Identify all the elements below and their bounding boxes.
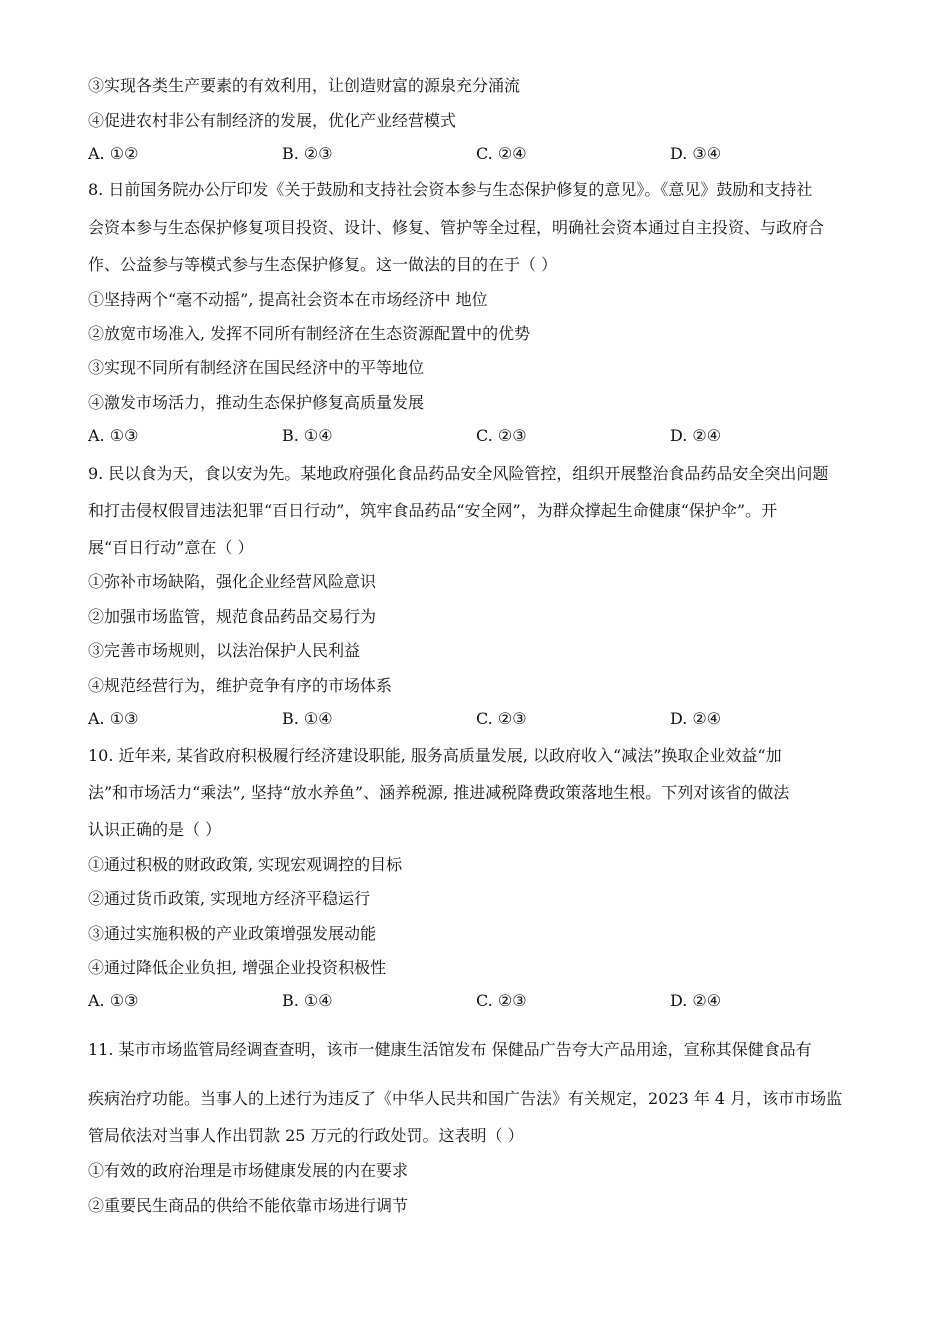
q10-option-item-4: ④通过降低企业负担, 增强企业投资积极性 xyxy=(88,958,387,977)
q7-choice-a[interactable]: A. ①② xyxy=(88,144,139,163)
q11-option-item-1: ①有效的政府治理是市场健康发展的内在要求 xyxy=(88,1161,409,1180)
q10-choice-d[interactable]: D. ②④ xyxy=(670,991,722,1010)
q7-option-item-3: ③实现各类生产要素的有效利用，让创造财富的源泉充分涌流 xyxy=(88,76,521,95)
q10-choice-a[interactable]: A. ①③ xyxy=(88,991,139,1010)
q8-option-item-3: ③实现不同所有制经济在国民经济中的平等地位 xyxy=(88,358,425,377)
q7-answer-choices xyxy=(88,144,868,164)
q8-option-item-4: ④激发市场活力，推动生态保护修复高质量发展 xyxy=(88,393,425,412)
q9-choice-c[interactable]: C. ②③ xyxy=(476,709,527,728)
q11-stem-line-2: 疾病治疗功能。当事人的上述行为违反了《中华人民共和国广告法》有关规定，2023 年 4 月，该市市场监 xyxy=(88,1089,843,1108)
q9-option-item-1: ①弥补市场缺陷，强化企业经营风险意识 xyxy=(88,572,377,591)
q9-choice-a[interactable]: A. ①③ xyxy=(88,709,139,728)
q9-stem-line-1: 9. 民以食为天，食以安为先。某地政府强化食品药品安全风险管控，组织开展整治食品药品安全突出问题 xyxy=(88,464,829,483)
q9-choice-b[interactable]: B. ①④ xyxy=(282,709,333,728)
q8-option-item-2: ②放宽市场准入, 发挥不同所有制经济在生态资源配置中的优势 xyxy=(88,324,531,343)
q8-stem-line-2: 会资本参与生态保护修复项目投资、设计、修复、管护等全过程，明确社会资本通过自主投资、与政府合 xyxy=(88,218,825,237)
q10-choice-b[interactable]: B. ①④ xyxy=(282,991,333,1010)
q7-choice-c[interactable]: C. ②④ xyxy=(476,144,527,163)
q9-option-item-3: ③完善市场规则，以法治保护人民利益 xyxy=(88,641,361,660)
q7-option-item-4: ④促进农村非公有制经济的发展，优化产业经营模式 xyxy=(88,111,457,130)
q11-stem-line-3: 管局依法对当事人作出罚款 25 万元的行政处罚。这表明（ ） xyxy=(88,1126,524,1145)
q10-answer-choices xyxy=(88,991,868,1011)
q8-choice-d[interactable]: D. ②④ xyxy=(670,426,722,445)
q10-stem-line-3: 认识正确的是（ ） xyxy=(88,820,222,839)
q9-option-item-2: ②加强市场监管，规范食品药品交易行为 xyxy=(88,607,377,626)
q9-choice-d[interactable]: D. ②④ xyxy=(670,709,722,728)
q9-stem-line-2: 和打击侵权假冒违法犯罪“百日行动”，筑牢食品药品“安全网”，为群众撑起生命健康“保护伞”。开 xyxy=(88,501,778,520)
q8-stem-line-1: 8. 日前国务院办公厅印发《关于鼓励和支持社会资本参与生态保护修复的意见》。《意见》鼓励和支持社 xyxy=(88,180,813,199)
q7-choice-d[interactable]: D. ③④ xyxy=(670,144,722,163)
q9-stem-line-3: 展“百日行动”意在（ ） xyxy=(88,538,254,557)
q8-choice-b[interactable]: B. ①④ xyxy=(282,426,333,445)
q10-stem-line-1: 10. 近年来, 某省政府积极履行经济建设职能, 服务高质量发展, 以政府收入“减法”换取企业效益“加 xyxy=(88,746,782,765)
q10-stem-line-2: 法”和市场活力“乘法”, 坚持“放水养鱼”、涵养税源, 推进减税降费政策落地生根。下列对该省的做法 xyxy=(88,783,790,802)
q10-option-item-2: ②通过货币政策, 实现地方经济平稳运行 xyxy=(88,889,371,908)
q11-option-item-2: ②重要民生商品的供给不能依靠市场进行调节 xyxy=(88,1196,409,1215)
q9-option-item-4: ④规范经营行为，维护竞争有序的市场体系 xyxy=(88,676,393,695)
q10-option-item-3: ③通过实施积极的产业政策增强发展动能 xyxy=(88,924,377,943)
q8-option-item-1: ①坚持两个“毫不动摇”, 提高社会资本在市场经济中 地位 xyxy=(88,290,488,309)
q7-choice-b[interactable]: B. ②③ xyxy=(282,144,333,163)
q10-choice-c[interactable]: C. ②③ xyxy=(476,991,527,1010)
q8-stem-line-3: 作、公益参与等模式参与生态保护修复。这一做法的目的在于（ ） xyxy=(88,255,558,274)
q8-choice-a[interactable]: A. ①③ xyxy=(88,426,139,445)
q8-answer-choices xyxy=(88,426,868,446)
q8-choice-c[interactable]: C. ②③ xyxy=(476,426,527,445)
q10-option-item-1: ①通过积极的财政政策, 实现宏观调控的目标 xyxy=(88,855,403,874)
q11-stem-line-1: 11. 某市市场监管局经调查查明，该市一健康生活馆发布 保健品广告夸大产品用途，宣称其保健食品有 xyxy=(88,1040,812,1059)
q9-answer-choices xyxy=(88,709,868,729)
